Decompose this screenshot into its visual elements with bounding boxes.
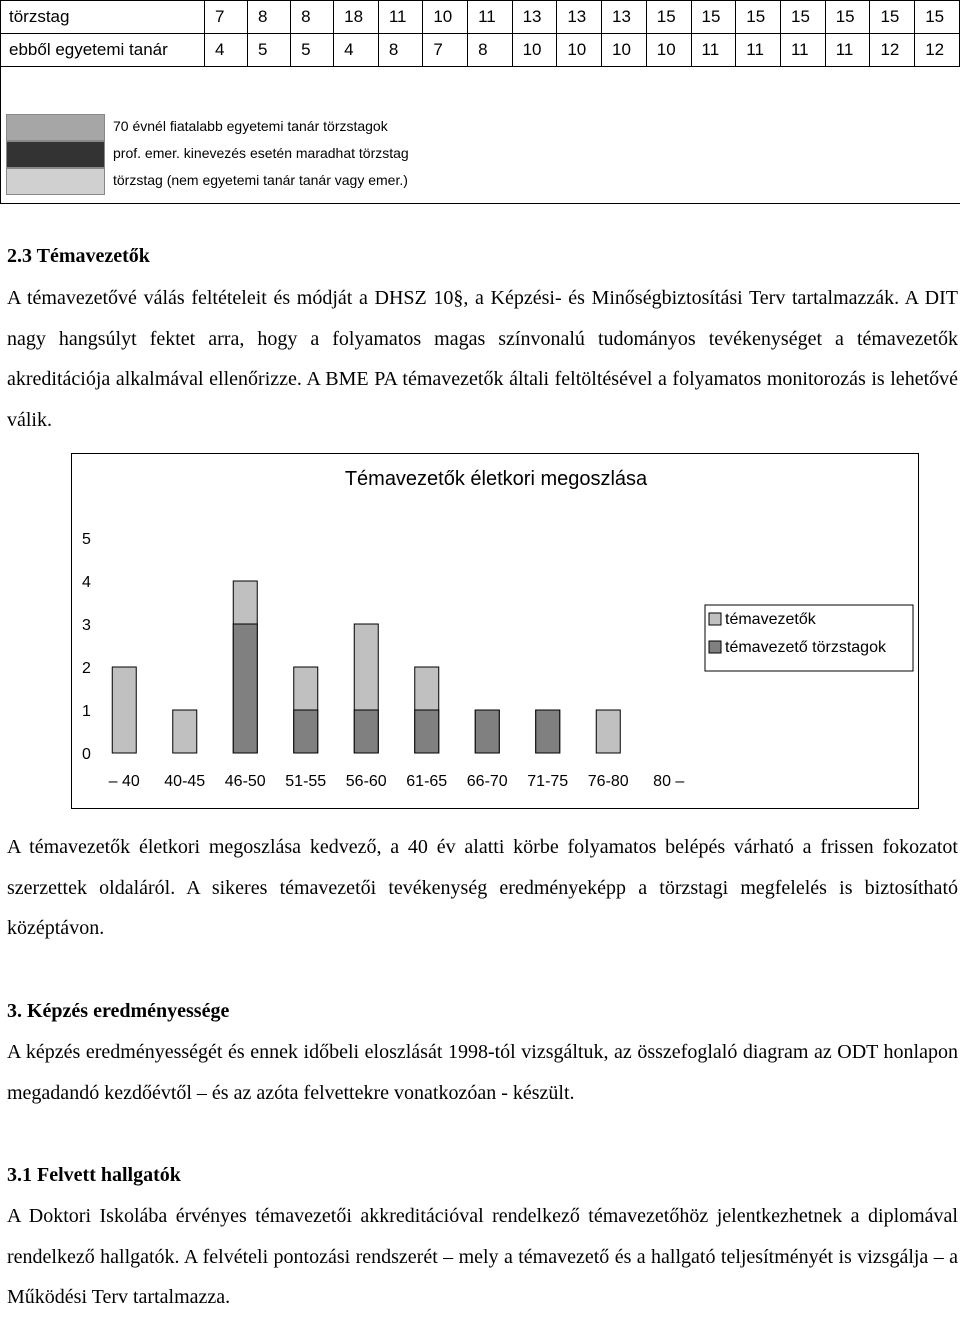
paragraph-3: A képzés eredményességét és ennek időbeli eloszlását 1998-tól vizsgáltuk, az összefoglaló diagram az ODT honlapon megadandó kezdőévtől – és az azóta felvettekre vonatkozóan - készült. [7, 1041, 958, 1104]
y-tick-label: 4 [82, 574, 91, 591]
legend-label: témavezetők [725, 611, 816, 628]
x-tick-label: 80 – [653, 773, 685, 790]
x-tick-label: 66-70 [466, 773, 508, 790]
legend-row [1, 168, 960, 195]
legend-row [1, 114, 960, 141]
bar-temavezetok [112, 667, 136, 753]
table-cell: 10 [423, 1, 468, 34]
table-legend [0, 67, 960, 204]
table-cell: 7 [423, 34, 468, 67]
paragraph-2-3: A témavezetővé válás feltételeit és módját a DHSZ 10§, a Képzési- és Minőségbiztosítási Terv tartalmazzák. A DIT nagy hangsúlyt fektet arra, hogy a folyamatos magas színvonalú tudományos tevékenységet a témavezetők akreditációja alkalmával ellenőrizze. A BME PA témavezetők általi feltöltésével a folyamatos monitorozás is lehetővé válik. [7, 287, 958, 431]
section-heading-2-3: 2.3 Témavezetők [7, 245, 150, 267]
table-cell: 4 [334, 34, 379, 67]
table-cell: 11 [736, 34, 781, 67]
table-cell: 10 [602, 34, 647, 67]
section-heading-3-1: 3.1 Felvett hallgatók [7, 1164, 181, 1186]
table-cell: 13 [512, 1, 557, 34]
table-cell: 11 [825, 34, 870, 67]
row-label: törzstag [1, 1, 205, 34]
paragraph-3-1: A Doktori Iskolába érvényes témavezetői akkreditációval rendelkező témavezetőhöz jelentkezhetnek a diplomával rendelkező hallgatók. A felvételi pontozási rendszerét – mely a témavezető és a hallgató teljesítményét is vizsgálja – a Működési Terv tartalmazza. [7, 1205, 958, 1308]
y-tick-label: 1 [82, 703, 91, 720]
bar-temavezeto-torzstagok [294, 710, 318, 753]
legend-label: 70 évnél fiatalabb egyetemi tanár törzstagok [113, 118, 388, 134]
x-tick-label: 71-75 [527, 773, 569, 790]
table-cell: 11 [378, 1, 423, 34]
table-cell: 10 [557, 34, 602, 67]
table-cell: 11 [691, 34, 736, 67]
table-cell: 15 [736, 1, 781, 34]
table-cell: 13 [602, 1, 647, 34]
bar-temavezeto-torzstagok [536, 710, 560, 753]
table-cell: 15 [915, 1, 960, 34]
table-cell: 10 [512, 34, 557, 67]
bar-temavezeto-torzstagok [415, 710, 439, 753]
table-cell: 5 [291, 34, 334, 67]
table-cell: 8 [291, 1, 334, 34]
table-cell: 13 [557, 1, 602, 34]
table-cell: 8 [468, 34, 513, 67]
x-tick-label: 40-45 [164, 773, 206, 790]
legend-swatch [6, 141, 105, 168]
bar-temavezeto-torzstagok [354, 710, 378, 753]
table-row-egyetemi-tanar [1, 34, 960, 67]
legend-label: prof. emer. kinevezés esetén maradhat törzstag [113, 145, 409, 161]
table-cell: 4 [205, 34, 248, 67]
y-tick-label: 2 [82, 660, 91, 677]
bar-temavezetok [173, 710, 197, 753]
x-tick-label: 46-50 [224, 773, 266, 790]
legend-swatch [709, 613, 721, 625]
chart-plot [72, 454, 920, 810]
table-cell: 15 [780, 1, 825, 34]
bar-temavezetok [596, 710, 620, 753]
x-tick-label: 56-60 [345, 773, 387, 790]
y-tick-label: 3 [82, 617, 91, 634]
age-distribution-chart [71, 453, 919, 809]
table-cell: 18 [334, 1, 379, 34]
x-tick-label: 61-65 [406, 773, 448, 790]
bar-temavezeto-torzstagok [475, 710, 499, 753]
x-tick-label: 76-80 [587, 773, 629, 790]
y-tick-label: 0 [82, 746, 91, 763]
table-cell: 5 [248, 34, 291, 67]
legend-swatch [6, 168, 105, 195]
row-label: ebből egyetemi tanár [1, 34, 205, 67]
section-heading-3: 3. Képzés eredményessége [7, 1000, 230, 1022]
table-cell: 12 [915, 34, 960, 67]
x-tick-label: – 40 [108, 773, 140, 790]
legend-swatch [6, 114, 105, 141]
table-cell: 10 [646, 34, 691, 67]
y-tick-label: 5 [82, 531, 91, 548]
table-cell: 15 [691, 1, 736, 34]
table-cell: 15 [870, 1, 915, 34]
table-cell: 7 [205, 1, 248, 34]
legend-row [1, 141, 960, 168]
table-cell: 12 [870, 34, 915, 67]
bar-temavezeto-torzstagok [233, 624, 257, 753]
table-cell: 15 [825, 1, 870, 34]
chart-title: Témavezetők életkori megoszlása [344, 468, 648, 490]
table-row-torzstag [1, 1, 960, 34]
membership-table [0, 0, 960, 67]
legend-label: törzstag (nem egyetemi tanár tanár vagy emer.) [113, 172, 408, 188]
table-cell: 8 [378, 34, 423, 67]
table-cell: 8 [248, 1, 291, 34]
table-cell: 15 [646, 1, 691, 34]
table-cell: 11 [780, 34, 825, 67]
paragraph-after-chart: A témavezetők életkori megoszlása kedvező, a 40 év alatti körbe folyamatos belépés várható a frissen fokozatot szerzettek oldaláról. A sikeres témavezetői tevékenység eredményeképp a törzstagi megfelelés is biztosítható középtávon. [7, 836, 958, 939]
table-cell: 11 [468, 1, 513, 34]
x-tick-label: 51-55 [285, 773, 327, 790]
legend-swatch [709, 641, 721, 653]
legend-label: témavezető törzstagok [725, 639, 886, 656]
